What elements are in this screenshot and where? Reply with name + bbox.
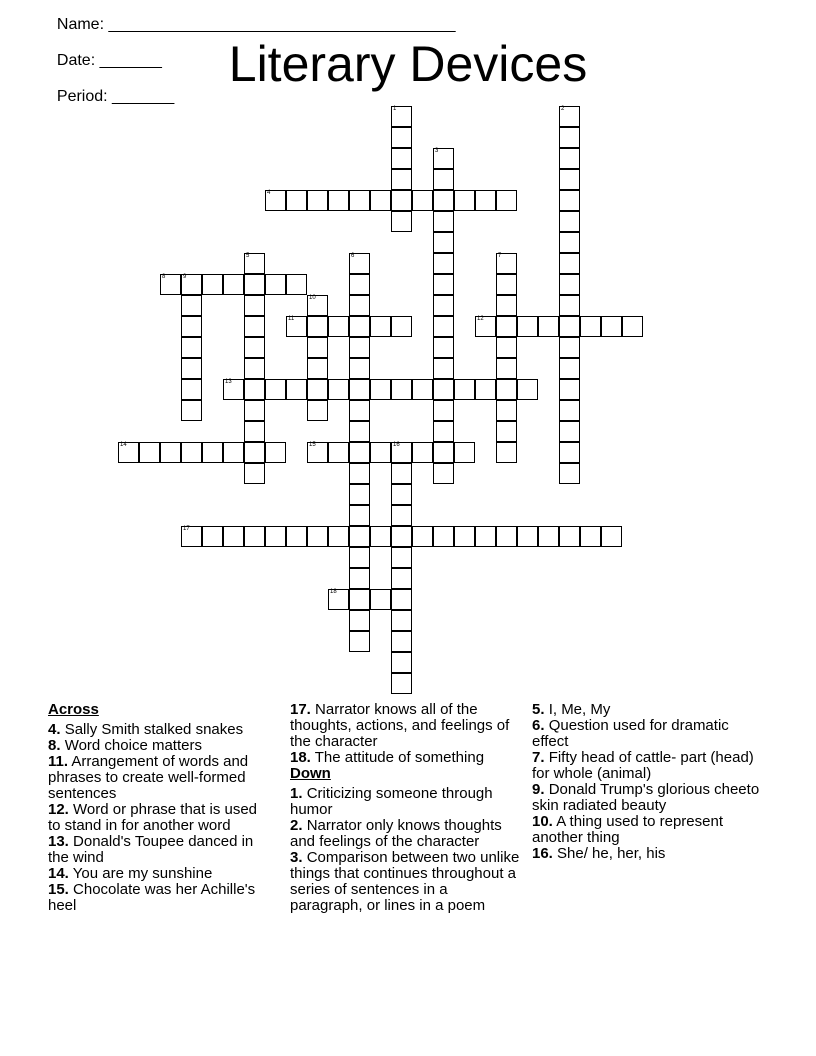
grid-cell[interactable]	[601, 316, 622, 337]
clue-number: 12	[477, 316, 484, 322]
grid-cell[interactable]	[454, 442, 475, 463]
grid-cell[interactable]	[160, 274, 181, 295]
grid-cell[interactable]	[454, 379, 475, 400]
clues-column-2	[290, 702, 522, 914]
grid-cell[interactable]	[496, 274, 517, 295]
grid-cell[interactable]	[559, 526, 580, 547]
grid-cell[interactable]	[391, 673, 412, 694]
grid-cell[interactable]	[181, 379, 202, 400]
clue-number: 15	[309, 442, 316, 448]
grid-cell[interactable]	[433, 379, 454, 400]
period-field[interactable]: Period: _______	[56, 88, 175, 105]
grid-cell[interactable]	[391, 631, 412, 652]
grid-cell[interactable]	[391, 484, 412, 505]
grid-cell[interactable]	[244, 316, 265, 337]
grid-cell[interactable]	[244, 253, 265, 274]
grid-cell[interactable]	[349, 547, 370, 568]
grid-cell[interactable]	[391, 379, 412, 400]
grid-cell[interactable]	[244, 295, 265, 316]
clue-across-17: 17. Narrator knows all of the thoughts, actions, and feelings of the character	[290, 701, 510, 750]
grid-cell[interactable]	[496, 190, 517, 211]
grid-cell[interactable]	[496, 400, 517, 421]
grid-cell[interactable]	[244, 379, 265, 400]
grid-cell[interactable]	[370, 316, 391, 337]
grid-cell[interactable]	[433, 274, 454, 295]
grid-cell[interactable]	[496, 316, 517, 337]
grid-cell[interactable]	[349, 379, 370, 400]
grid-cell[interactable]	[559, 421, 580, 442]
grid-cell[interactable]	[391, 190, 412, 211]
grid-cell[interactable]	[391, 442, 412, 463]
grid-cell[interactable]	[496, 379, 517, 400]
grid-cell[interactable]	[559, 400, 580, 421]
grid-cell[interactable]	[223, 274, 244, 295]
grid-cell[interactable]	[265, 526, 286, 547]
grid-cell[interactable]	[286, 316, 307, 337]
grid-cell[interactable]	[559, 337, 580, 358]
grid-cell[interactable]	[181, 526, 202, 547]
clue-number: 5	[246, 253, 250, 259]
grid-cell[interactable]	[349, 463, 370, 484]
grid-cell[interactable]	[370, 526, 391, 547]
clue-number: 17	[183, 526, 190, 532]
grid-cell[interactable]	[349, 526, 370, 547]
grid-cell[interactable]	[349, 505, 370, 526]
grid-cell[interactable]	[433, 337, 454, 358]
grid-cell[interactable]	[181, 358, 202, 379]
across-heading: Across	[48, 701, 99, 718]
grid-cell[interactable]	[181, 400, 202, 421]
grid-cell[interactable]	[496, 421, 517, 442]
grid-cell[interactable]	[454, 190, 475, 211]
grid-cell[interactable]	[391, 505, 412, 526]
grid-cell[interactable]	[559, 169, 580, 190]
grid-cell[interactable]	[328, 442, 349, 463]
clue-number: 4	[267, 190, 271, 196]
grid-cell[interactable]	[559, 106, 580, 127]
grid-cell[interactable]	[433, 169, 454, 190]
clue-down-16: 16. She/ he, her, his	[532, 845, 666, 862]
grid-cell[interactable]	[391, 211, 412, 232]
grid-cell[interactable]	[202, 274, 223, 295]
grid-cell[interactable]	[328, 379, 349, 400]
grid-cell[interactable]	[349, 631, 370, 652]
grid-cell[interactable]	[559, 232, 580, 253]
grid-cell[interactable]	[580, 526, 601, 547]
grid-cell[interactable]	[433, 463, 454, 484]
clue-across-14: 14. You are my sunshine	[48, 865, 213, 882]
date-field[interactable]: Date: _______	[56, 52, 162, 69]
name-field[interactable]: Name: _______________________________________	[56, 16, 456, 33]
grid-cell[interactable]	[223, 379, 244, 400]
grid-cell[interactable]	[349, 190, 370, 211]
grid-cell[interactable]	[307, 379, 328, 400]
grid-cell[interactable]	[244, 463, 265, 484]
grid-cell[interactable]	[349, 568, 370, 589]
clues-column-1	[48, 702, 273, 914]
grid-cell[interactable]	[181, 337, 202, 358]
clue-number: 6	[351, 253, 355, 259]
grid-cell[interactable]	[286, 190, 307, 211]
grid-cell[interactable]	[349, 589, 370, 610]
grid-cell[interactable]	[370, 190, 391, 211]
clue-number: 10	[309, 295, 316, 301]
clue-across-12: 12. Word or phrase that is used to stand in for another word	[48, 801, 258, 834]
clue-number: 13	[225, 379, 232, 385]
clue-down-9: 9. Donald Trump's glorious cheeto skin radiated beauty	[532, 781, 760, 814]
grid-cell[interactable]	[160, 442, 181, 463]
grid-cell[interactable]	[433, 526, 454, 547]
grid-cell[interactable]	[475, 316, 496, 337]
grid-cell[interactable]	[307, 295, 328, 316]
grid-cell[interactable]	[517, 526, 538, 547]
grid-cell[interactable]	[349, 274, 370, 295]
grid-cell[interactable]	[202, 526, 223, 547]
clue-number: 3	[435, 148, 439, 154]
clue-down-7: 7. Fifty head of cattle- part (head) for whole (animal)	[532, 749, 754, 782]
grid-cell[interactable]	[433, 400, 454, 421]
grid-cell[interactable]	[475, 190, 496, 211]
grid-cell[interactable]	[181, 295, 202, 316]
grid-cell[interactable]	[559, 211, 580, 232]
clue-down-3: 3. Comparison between two unlike things that continues throughout a series of sentences in a paragraph, or lines in a poem	[290, 849, 520, 914]
grid-cell[interactable]	[559, 316, 580, 337]
grid-cell[interactable]	[433, 442, 454, 463]
clue-number: 16	[393, 442, 400, 448]
grid-cell[interactable]	[307, 358, 328, 379]
grid-cell[interactable]	[223, 526, 244, 547]
grid-cell[interactable]	[307, 337, 328, 358]
grid-cell[interactable]	[181, 274, 202, 295]
grid-cell[interactable]	[265, 379, 286, 400]
grid-cell[interactable]	[181, 316, 202, 337]
grid-cell[interactable]	[328, 589, 349, 610]
grid-cell[interactable]	[433, 358, 454, 379]
grid-cell[interactable]	[391, 127, 412, 148]
grid-cell[interactable]	[349, 610, 370, 631]
grid-cell[interactable]	[517, 379, 538, 400]
grid-cell[interactable]	[433, 316, 454, 337]
grid-cell[interactable]	[496, 337, 517, 358]
grid-cell[interactable]	[391, 463, 412, 484]
grid-cell[interactable]	[391, 169, 412, 190]
down-heading: Down	[290, 765, 331, 782]
grid-cell[interactable]	[244, 442, 265, 463]
grid-cell[interactable]	[559, 379, 580, 400]
page-title: Literary Devices	[228, 36, 588, 92]
clue-down-10: 10. A thing used to represent another thing	[532, 813, 723, 846]
grid-cell[interactable]	[286, 526, 307, 547]
grid-cell[interactable]	[496, 526, 517, 547]
clue-down-6: 6. Question used for dramatic effect	[532, 717, 729, 750]
grid-cell[interactable]	[349, 442, 370, 463]
grid-cell[interactable]	[433, 421, 454, 442]
grid-cell[interactable]	[412, 526, 433, 547]
clue-across-11: 11. Arrangement of words and phrases to create well-formed sentences	[48, 753, 249, 802]
grid-cell[interactable]	[538, 316, 559, 337]
grid-cell[interactable]	[349, 484, 370, 505]
grid-cell[interactable]	[307, 400, 328, 421]
grid-cell[interactable]	[244, 421, 265, 442]
grid-cell[interactable]	[286, 274, 307, 295]
clue-number: 1	[393, 106, 397, 112]
grid-cell[interactable]	[433, 211, 454, 232]
clues-column-3	[532, 702, 762, 862]
clue-number: 8	[162, 274, 166, 280]
clue-across-13: 13. Donald's Toupee danced in the wind	[48, 833, 254, 866]
grid-cell[interactable]	[328, 190, 349, 211]
clue-number: 14	[120, 442, 127, 448]
grid-cell[interactable]	[349, 358, 370, 379]
grid-cell[interactable]	[496, 253, 517, 274]
grid-cell[interactable]	[559, 274, 580, 295]
grid-cell[interactable]	[370, 589, 391, 610]
grid-cell[interactable]	[307, 526, 328, 547]
grid-cell[interactable]	[475, 526, 496, 547]
grid-cell[interactable]	[391, 589, 412, 610]
grid-cell[interactable]	[559, 253, 580, 274]
grid-cell[interactable]	[433, 253, 454, 274]
grid-cell[interactable]	[622, 316, 643, 337]
grid-cell[interactable]	[265, 190, 286, 211]
grid-cell[interactable]	[307, 316, 328, 337]
grid-cell[interactable]	[559, 358, 580, 379]
grid-cell[interactable]	[391, 652, 412, 673]
grid-cell[interactable]	[412, 190, 433, 211]
grid-cell[interactable]	[559, 127, 580, 148]
grid-cell[interactable]	[559, 148, 580, 169]
grid-cell[interactable]	[328, 316, 349, 337]
clue-number: 7	[498, 253, 502, 259]
grid-cell[interactable]	[391, 148, 412, 169]
grid-cell[interactable]	[265, 442, 286, 463]
grid-cell[interactable]	[412, 442, 433, 463]
grid-cell[interactable]	[223, 442, 244, 463]
grid-cell[interactable]	[391, 568, 412, 589]
grid-cell[interactable]	[601, 526, 622, 547]
grid-cell[interactable]	[349, 316, 370, 337]
grid-cell[interactable]	[391, 526, 412, 547]
grid-cell[interactable]	[391, 547, 412, 568]
grid-cell[interactable]	[328, 526, 349, 547]
grid-cell[interactable]	[307, 442, 328, 463]
grid-cell[interactable]	[580, 316, 601, 337]
grid-cell[interactable]	[391, 610, 412, 631]
grid-cell[interactable]	[433, 190, 454, 211]
clue-down-2: 2. Narrator only knows thoughts and feelings of the character	[290, 817, 502, 850]
grid-cell[interactable]	[559, 295, 580, 316]
grid-cell[interactable]	[496, 442, 517, 463]
grid-cell[interactable]	[559, 190, 580, 211]
clue-number: 18	[330, 589, 337, 595]
grid-cell[interactable]	[244, 274, 265, 295]
grid-cell[interactable]	[349, 337, 370, 358]
grid-cell[interactable]	[244, 358, 265, 379]
grid-cell[interactable]	[244, 400, 265, 421]
grid-cell[interactable]	[433, 232, 454, 253]
grid-cell[interactable]	[559, 442, 580, 463]
clue-number: 11	[288, 316, 295, 322]
grid-cell[interactable]	[538, 526, 559, 547]
grid-cell[interactable]	[391, 316, 412, 337]
grid-cell[interactable]	[118, 442, 139, 463]
grid-cell[interactable]	[349, 295, 370, 316]
grid-cell[interactable]	[244, 337, 265, 358]
clue-across-4: 4. Sally Smith stalked snakes	[48, 721, 244, 738]
grid-cell[interactable]	[349, 253, 370, 274]
clue-down-5: 5. I, Me, My	[532, 701, 611, 718]
grid-cell[interactable]	[307, 190, 328, 211]
clue-down-1: 1. Criticizing someone through humor	[290, 785, 493, 818]
grid-cell[interactable]	[475, 379, 496, 400]
clue-across-8: 8. Word choice matters	[48, 737, 202, 754]
grid-cell[interactable]	[433, 148, 454, 169]
grid-cell[interactable]	[265, 274, 286, 295]
clue-number: 9	[183, 274, 187, 280]
grid-cell[interactable]	[517, 316, 538, 337]
clue-number: 2	[561, 106, 565, 112]
grid-cell[interactable]	[139, 442, 160, 463]
grid-cell[interactable]	[349, 400, 370, 421]
grid-cell[interactable]	[391, 106, 412, 127]
grid-cell[interactable]	[370, 442, 391, 463]
grid-cell[interactable]	[496, 358, 517, 379]
grid-cell[interactable]	[244, 526, 265, 547]
grid-cell[interactable]	[202, 442, 223, 463]
clue-across-18: 18. The attitude of something	[290, 749, 485, 766]
grid-cell[interactable]	[286, 379, 307, 400]
grid-cell[interactable]	[496, 295, 517, 316]
grid-cell[interactable]	[433, 295, 454, 316]
clue-across-15: 15. Chocolate was her Achille's heel	[48, 881, 256, 914]
grid-cell[interactable]	[181, 442, 202, 463]
grid-cell[interactable]	[454, 526, 475, 547]
grid-cell[interactable]	[370, 379, 391, 400]
grid-cell[interactable]	[559, 463, 580, 484]
grid-cell[interactable]	[349, 421, 370, 442]
grid-cell[interactable]	[412, 379, 433, 400]
